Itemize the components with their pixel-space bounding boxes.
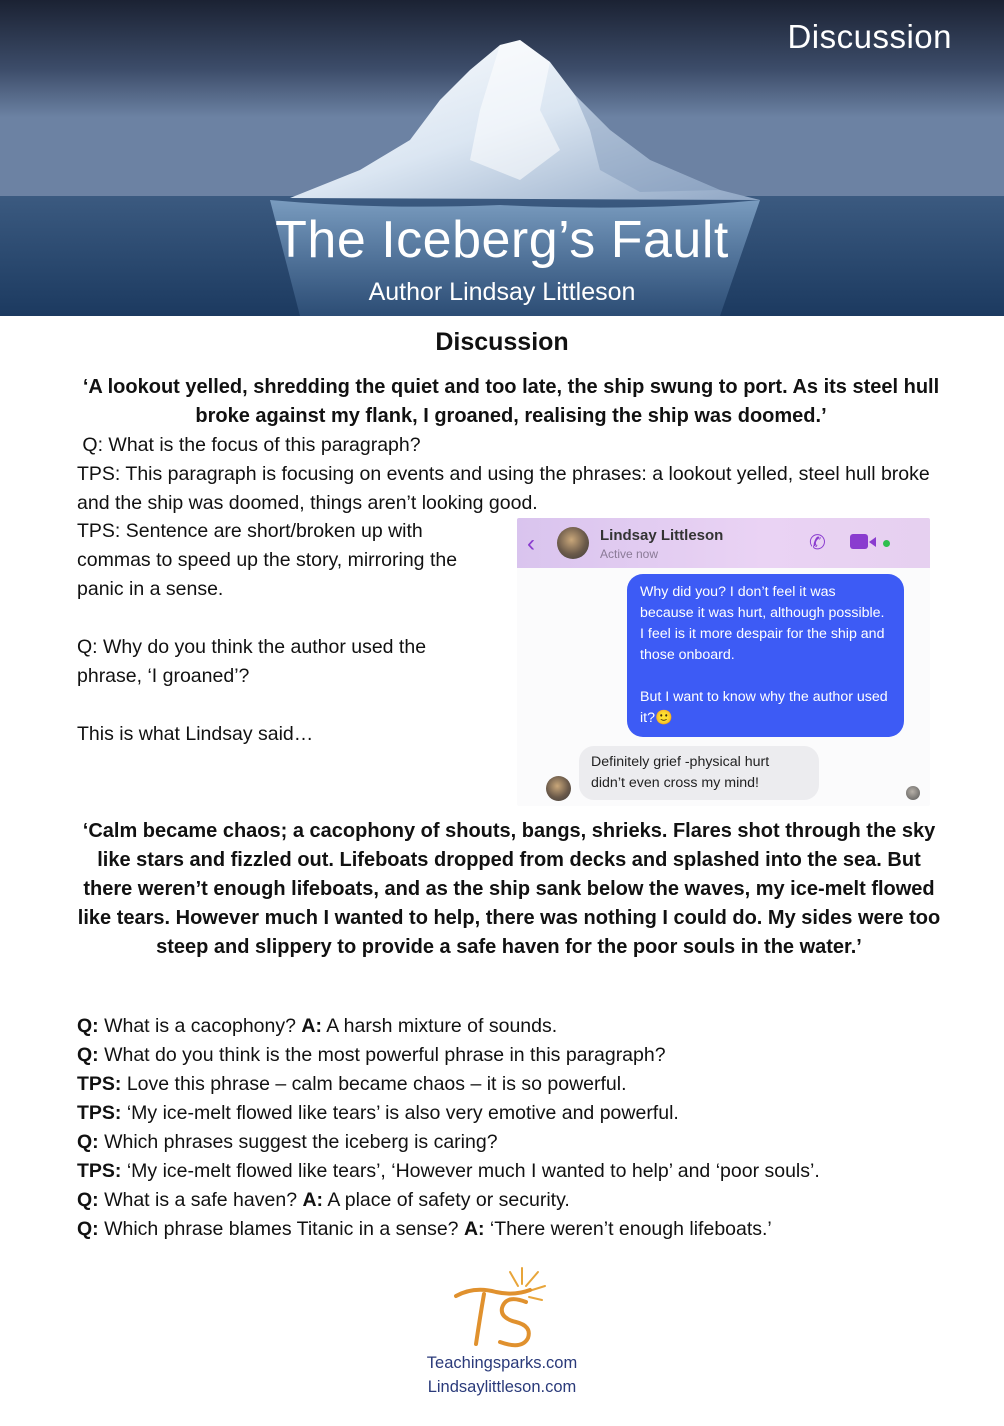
message-out-text-2: But I want to know why the author used it?🙂 [640, 689, 888, 726]
quote-paragraph-2: ‘Calm became chaos; a cacophony of shouts, bangs, shrieks. Flares shot through the sky like stars and fizzled out. Lifeboats dropped from decks and splashed into the sea. But there weren’t enough lifeboats, and as the ship sank below the waves, my ice-melt flowed like tears. However much I wanted to help, there was nothing I could do. My sides were too steep and slippery to provide a safe haven for the poor souls in the water.’ [77, 820, 941, 958]
video-call-icon-lens [869, 537, 876, 547]
message-in: Definitely grief -physical hurt didn’t even cross my mind! [579, 746, 819, 800]
qa-line: Q: Which phrase blames Titanic in a sense? A: ‘There weren’t enough lifeboats.’ [77, 1218, 772, 1240]
quote-paragraph-1: ‘A lookout yelled, shredding the quiet and too late, the ship swung to port. As its steel hull broke against my flank, I groaned, realising the ship was doomed.’ [82, 376, 940, 427]
qa-line: Q: What do you think is the most powerful phrase in this paragraph? [77, 1044, 666, 1066]
banner-tag: Discussion [787, 18, 952, 55]
qa-line: Q: What is a cacophony? A: A harsh mixture of sounds. [77, 1015, 558, 1037]
qa-line: Q: Which phrases suggest the iceberg is caring? [77, 1131, 498, 1153]
online-dot [883, 540, 890, 547]
author-line: Author Lindsay Littleson [368, 278, 636, 306]
tps-sentence: TPS: Sentence are short/broken up with commas to speed up the story, mirroring the panic in a sense. [77, 520, 458, 600]
page-title: The Iceberg’s Fault [275, 211, 729, 269]
qa-line: TPS: Love this phrase – calm became chaos – it is so powerful. [77, 1073, 627, 1095]
qa-list [77, 1012, 957, 1244]
intro-question: Q: What is the focus of this paragraph? [77, 434, 421, 456]
qa-line: Q: What is a safe haven? A: A place of safety or security. [77, 1189, 570, 1211]
contact-name: Lindsay Littleson [600, 527, 724, 544]
groaned-question: Q: Why do you think the author used the phrase, ‘I groaned’? [77, 636, 427, 687]
chat-screenshot [517, 518, 930, 806]
discussion-left-column [77, 517, 467, 749]
sender-avatar [546, 776, 571, 801]
footer-link-teachingsparks[interactable]: Teachingsparks.com [426, 1354, 578, 1372]
intro-tps: TPS: This paragraph is focusing on events and using the phrases: a lookout yelled, steel hull broke and the ship was doomed, things aren’t looking good. [77, 463, 930, 514]
section-heading: Discussion [435, 328, 569, 356]
intro-block [77, 431, 937, 518]
footer-link-lindsaylittleson[interactable]: Lindsaylittleson.com [427, 1378, 577, 1396]
seen-avatar [906, 786, 920, 800]
avatar [557, 527, 589, 559]
chat-header [517, 518, 930, 568]
message-out [627, 574, 904, 737]
message-out-text-1: Why did you? I don’t feel it was because it was hurt, although possible. I feel is it more despair for the ship and those onboard. [640, 584, 885, 663]
video-call-icon[interactable] [850, 534, 868, 549]
contact-status: Active now [600, 547, 659, 561]
header-banner [0, 0, 1004, 316]
lindsay-said: This is what Lindsay said… [77, 723, 314, 745]
qa-line: TPS: ‘My ice-melt flowed like tears’, ‘However much I wanted to help’ and ‘poor souls’. [77, 1160, 820, 1182]
teachingsparks-logo [434, 1262, 574, 1357]
phone-icon[interactable]: ✆ [809, 532, 826, 554]
qa-line: TPS: ‘My ice-melt flowed like tears’ is also very emotive and powerful. [77, 1102, 679, 1124]
back-chevron-icon[interactable]: ‹ [527, 530, 535, 557]
